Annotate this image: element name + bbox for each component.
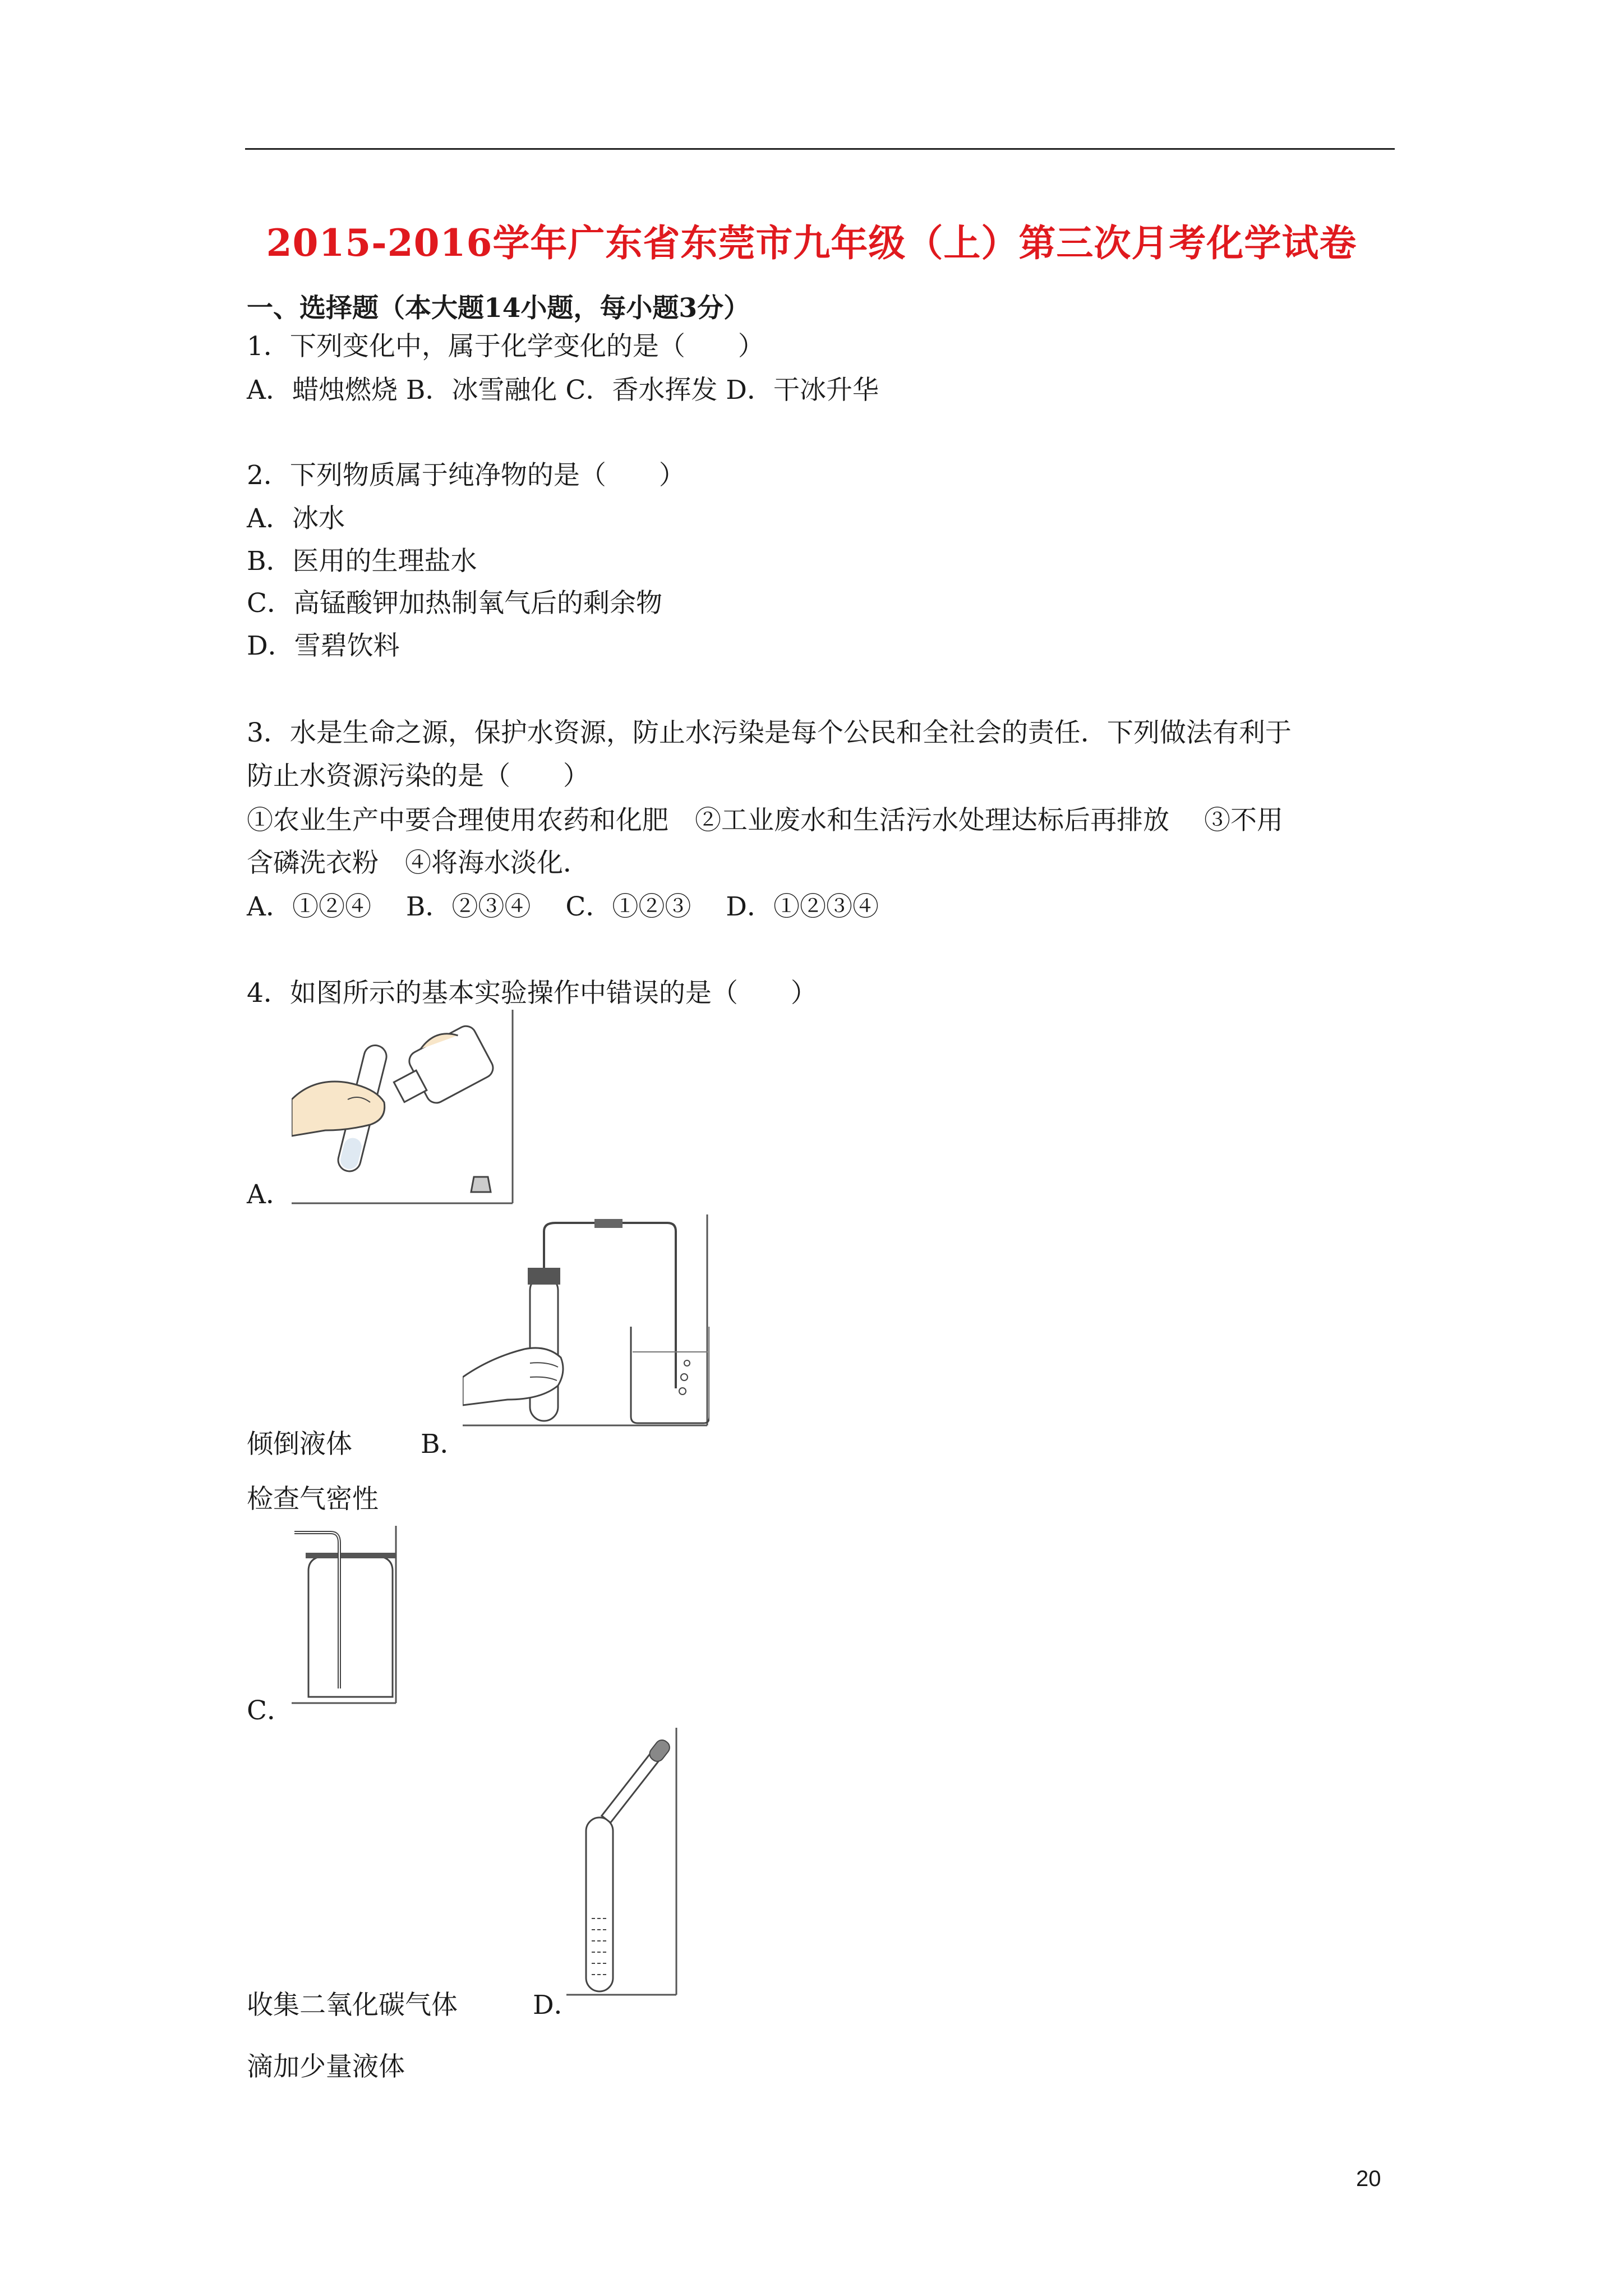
section-heading: 一、选择题（本大题14小题，每小题3分） xyxy=(247,293,750,324)
page-number: 20 xyxy=(1356,2166,1381,2191)
q4-option-a-letter: A． xyxy=(247,1179,292,1210)
q1-stem: 1．下列变化中，属于化学变化的是（ ） xyxy=(247,331,764,362)
pouring-liquid-figure xyxy=(292,1010,516,1206)
q3-stem-line1: 3．水是生命之源，保护水资源，防止水污染是每个公民和全社会的责任．下列做法有利于 xyxy=(247,717,1292,748)
co2-collection-figure xyxy=(292,1526,398,1705)
q2-option-a: A．冰水 xyxy=(247,503,345,534)
q1-options: A．蜡烛燃烧 B．冰雪融化 C．香水挥发 D．干冰升华 xyxy=(247,375,879,406)
q2-option-c: C．高锰酸钾加热制氧气后的剩余物 xyxy=(247,588,662,619)
q3-options: A．①②④ B．②③④ C．①②③ D．①②③④ xyxy=(247,891,879,922)
q3-items-line2: 含磷洗衣粉 ④将海水淡化． xyxy=(247,848,589,878)
q4-option-d-caption: 滴加少量液体 xyxy=(247,2051,405,2082)
q4-stem: 4．如图所示的基本实验操作中错误的是（ ） xyxy=(247,978,817,1009)
q4-option-b-caption: 检查气密性 xyxy=(247,1484,379,1515)
q4-option-c-letter: C． xyxy=(247,1695,293,1726)
q3-stem-line2: 防止水资源污染的是（ ） xyxy=(247,761,589,792)
q2-stem: 2．下列物质属于纯净物的是（ ） xyxy=(247,460,685,491)
q4-option-a-caption: 倾倒液体 xyxy=(247,1429,352,1460)
header-rule xyxy=(245,148,1395,150)
exam-title: 2015-2016学年广东省东莞市九年级（上）第三次月考化学试卷 xyxy=(266,221,1357,265)
q2-option-b: B．医用的生理盐水 xyxy=(247,546,477,577)
dropper-figure xyxy=(566,1728,679,1997)
q4-option-c-caption: 收集二氧化碳气体 xyxy=(247,1990,458,2021)
q2-option-d: D．雪碧饮料 xyxy=(247,631,400,661)
q4-option-b-letter: B． xyxy=(421,1429,467,1460)
airtightness-check-figure xyxy=(463,1214,709,1428)
q3-items-line1: ①农业生产中要合理使用农药和化肥 ②工业废水和生活污水处理达标后再排放 ③不用 xyxy=(247,805,1283,836)
q4-option-d-letter: D． xyxy=(533,1990,580,2021)
